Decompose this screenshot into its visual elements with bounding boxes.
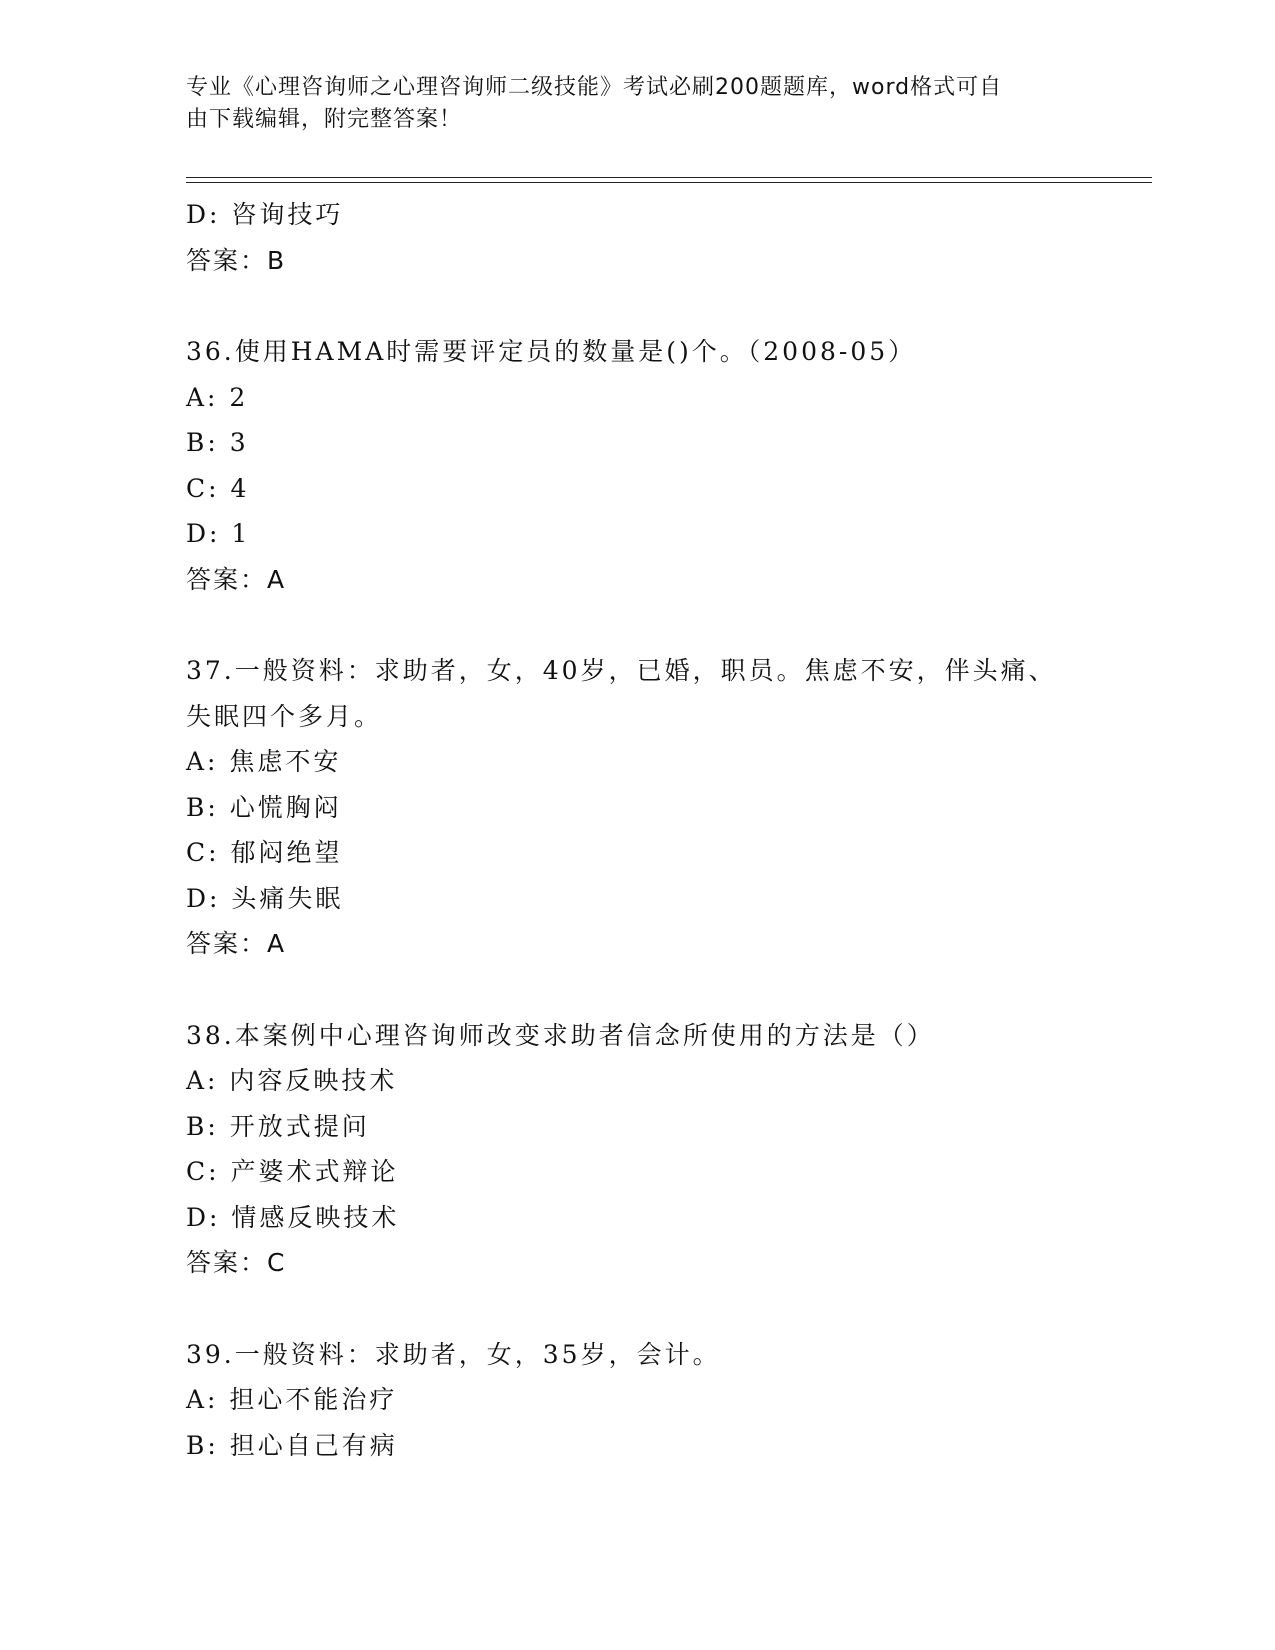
- question-38: [186, 1013, 1152, 1286]
- option-d: D: 头痛失眠: [186, 883, 344, 913]
- question-stem: 36.使用HAMA时需要评定员的数量是()个。（2008-05）: [186, 337, 917, 366]
- answer-label: 答案：A: [186, 564, 287, 594]
- answer-label: 答案：A: [186, 929, 287, 958]
- answer-label: 答案：C: [186, 1248, 287, 1277]
- header-divider-top: [186, 177, 1152, 178]
- question-39: [186, 1332, 1152, 1469]
- option-b: B: 开放式提问: [186, 1111, 370, 1141]
- spacer: [186, 283, 1152, 329]
- question-37: [186, 648, 1152, 967]
- question-35-tail: [186, 192, 1152, 283]
- option-b: B: 担心自己有病: [186, 1430, 398, 1460]
- question-stem-line-1: 37.一般资料：求助者，女，40岁，已婚，职员。焦虑不安，伴头痛、: [186, 656, 1057, 685]
- answer-label: 答案：B: [186, 245, 287, 275]
- option-b: B: 心慌胸闷: [186, 792, 342, 822]
- header-line-1: 专业《心理咨询师之心理咨询师二级技能》考试必刷200题题库，word格式可自: [186, 75, 1003, 100]
- option-d: D: 1: [186, 519, 251, 548]
- option-a: A: 担心不能治疗: [186, 1385, 398, 1414]
- document-header: [186, 72, 1066, 136]
- option-c: C: 产婆术式辩论: [186, 1157, 399, 1186]
- option-d: D: 咨询技巧: [186, 200, 344, 229]
- question-stem-line-2: 失眠四个多月。: [186, 701, 383, 731]
- option-a: A: 内容反映技术: [186, 1066, 398, 1095]
- header-divider-bottom: [186, 182, 1152, 183]
- option-a: A: 2: [186, 382, 249, 412]
- option-c: C: 4: [186, 473, 250, 503]
- question-list: [186, 192, 1152, 1468]
- option-a: A: 焦虑不安: [186, 747, 342, 776]
- option-c: C: 郁闷绝望: [186, 838, 343, 867]
- question-36: [186, 329, 1152, 602]
- spacer: [186, 1286, 1152, 1332]
- option-b: B: 3: [186, 428, 249, 457]
- spacer: [186, 602, 1152, 648]
- spacer: [186, 967, 1152, 1013]
- header-line-2: 由下载编辑，附完整答案！: [186, 107, 463, 132]
- option-d: D: 情感反映技术: [186, 1202, 400, 1232]
- question-stem: 38.本案例中心理咨询师改变求助者信念所使用的方法是（）: [186, 1020, 935, 1050]
- question-stem: 39.一般资料：求助者，女，35岁，会计。: [186, 1339, 721, 1369]
